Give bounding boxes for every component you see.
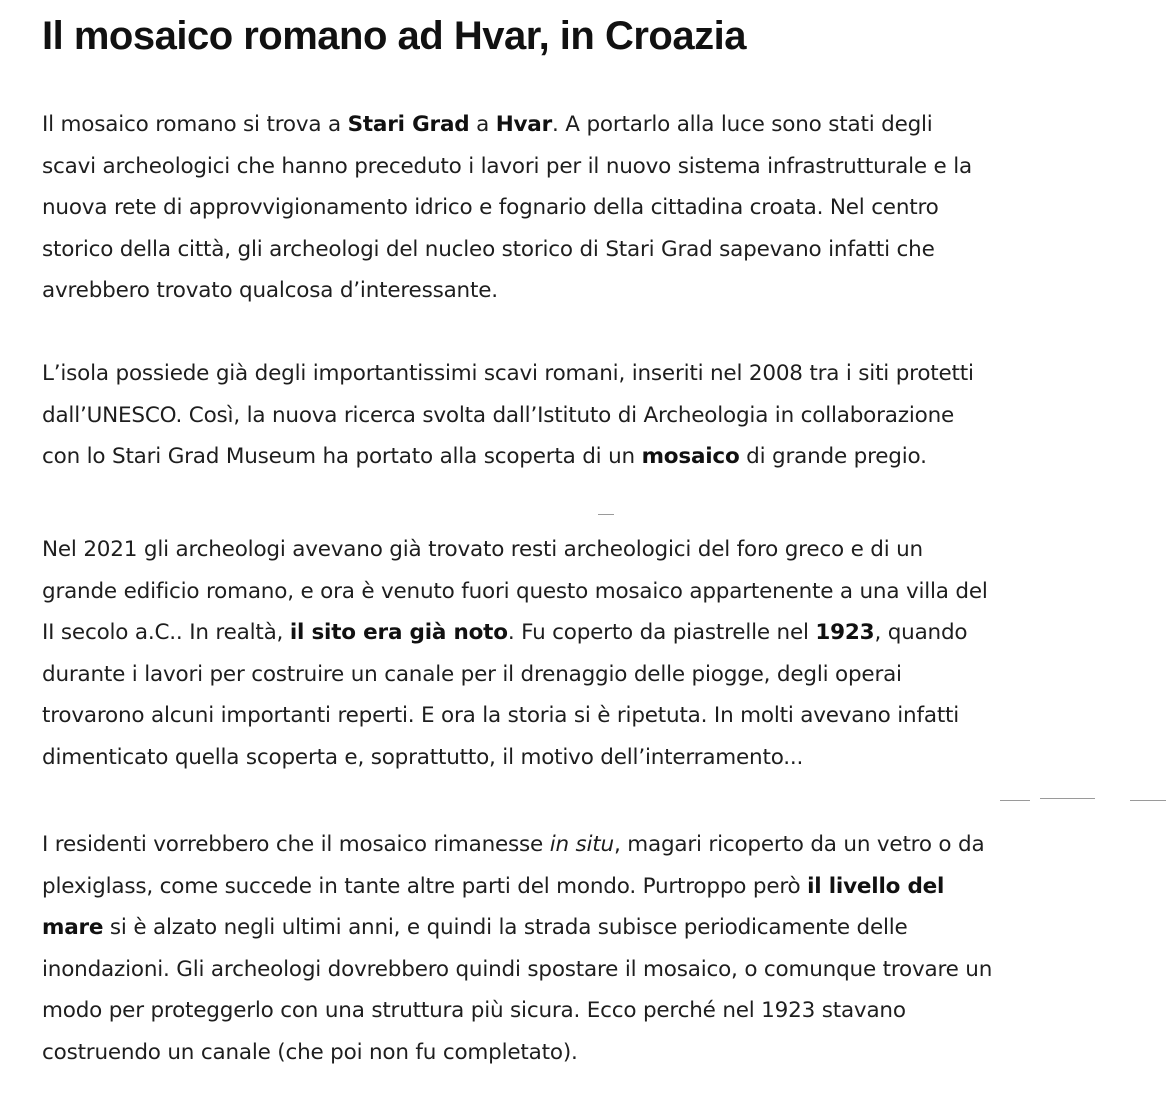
text-line: [42, 529, 1132, 571]
bold-text: mosaico: [641, 444, 740, 469]
paragraph-2: [42, 353, 1132, 478]
paragraph-1: [42, 104, 1132, 312]
text-run: durante i lavori per costruire un canale per il drenaggio delle piogge, degli operai: [42, 661, 902, 687]
text-run: . A portarlo alla luce sono stati degli: [552, 112, 933, 137]
text-line: [42, 104, 1132, 146]
bold-text: il livello del: [807, 873, 945, 899]
scan-mark: [598, 514, 614, 515]
text-run: nuova rete di approvvigionamento idrico e fognario della cittadina croata. Nel centro: [42, 195, 939, 220]
text-line: [42, 270, 1132, 312]
italic-text: in situ: [549, 832, 614, 857]
text-line: [42, 949, 1132, 991]
text-line: [42, 654, 1132, 696]
text-line: [42, 436, 1132, 478]
bold-text: il sito era già noto: [289, 620, 508, 645]
text-run: . Fu coperto da piastrelle nel: [507, 620, 816, 645]
bold-text: Stari Grad: [347, 112, 470, 137]
text-run: a: [469, 112, 496, 137]
text-run: inondazioni. Gli archeologi dovrebbero quindi spostare il mosaico, o comunque trovare un: [42, 956, 993, 982]
text-line: [42, 571, 1132, 613]
text-run: I residenti vorrebbero che il mosaico rimanesse: [42, 832, 550, 857]
text-run: storico della città, gli archeologi del nucleo storico di Stari Grad sapevano infatti che: [42, 236, 935, 262]
text-run: di grande pregio.: [739, 444, 927, 469]
text-run: costruendo un canale (che poi non fu completato).: [42, 1039, 578, 1065]
text-run: plexiglass, come succede in tante altre parti del mondo. Purtroppo però: [42, 873, 808, 899]
text-run: si è alzato negli ultimi anni, e quindi la strada subisce periodicamente delle: [103, 915, 908, 940]
scan-mark: [1000, 800, 1030, 801]
text-run: Nel 2021 gli archeologi avevano già trovato resti archeologici del foro greco e di un: [42, 537, 923, 562]
bold-text: Hvar: [495, 112, 553, 137]
text-run: II secolo a.C.. In realtà,: [42, 620, 290, 645]
text-line: [42, 229, 1132, 271]
text-line: [42, 824, 1132, 866]
text-line: [42, 907, 1132, 949]
text-run: dimenticato quella scoperta e, soprattutto, il motivo dell’interramento...: [42, 744, 804, 770]
text-run: L’isola possiede già degli importantissimi scavi romani, inseriti nel 2008 tra i siti protetti: [42, 361, 974, 386]
text-line: [42, 737, 1132, 779]
text-run: con lo Stari Grad Museum ha portato alla scoperta di un: [42, 444, 642, 469]
scan-mark: [1040, 798, 1095, 799]
bold-text: 1923: [815, 620, 875, 645]
paragraph-4: [42, 824, 1132, 1073]
bold-text: mare: [42, 915, 104, 940]
text-line: [42, 1032, 1132, 1074]
text-run: modo per proteggerlo con una struttura più sicura. Ecco perché nel 1923 stavano: [42, 998, 906, 1023]
paragraph-3: [42, 529, 1132, 778]
text-line: [42, 353, 1132, 395]
text-line: [42, 612, 1132, 654]
text-line: [42, 990, 1132, 1032]
text-run: dall’UNESCO. Così, la nuova ricerca svolta dall’Istituto di Archeologia in collaborazione: [42, 402, 955, 428]
text-line: [42, 187, 1132, 229]
scan-mark: [1130, 800, 1166, 801]
text-line: [42, 695, 1132, 737]
text-run: , magari ricoperto da un vetro o da: [613, 832, 985, 857]
text-run: , quando: [874, 620, 968, 645]
text-run: trovarono alcuni importanti reperti. E ora la storia si è ripetuta. In molti avevano infatti: [42, 703, 960, 728]
text-line: [42, 146, 1132, 188]
text-run: Il mosaico romano si trova a: [42, 112, 348, 137]
text-run: scavi archeologici che hanno preceduto i lavori per il nuovo sistema infrastrutturale e la: [42, 153, 972, 179]
text-line: [42, 866, 1132, 908]
text-line: [42, 395, 1132, 437]
text-run: avrebbero trovato qualcosa d’interessante.: [42, 278, 498, 303]
article-title: Il mosaico romano ad Hvar, in Croazia: [42, 14, 746, 58]
text-run: grande edificio romano, e ora è venuto fuori questo mosaico appartenente a una villa del: [42, 578, 988, 604]
